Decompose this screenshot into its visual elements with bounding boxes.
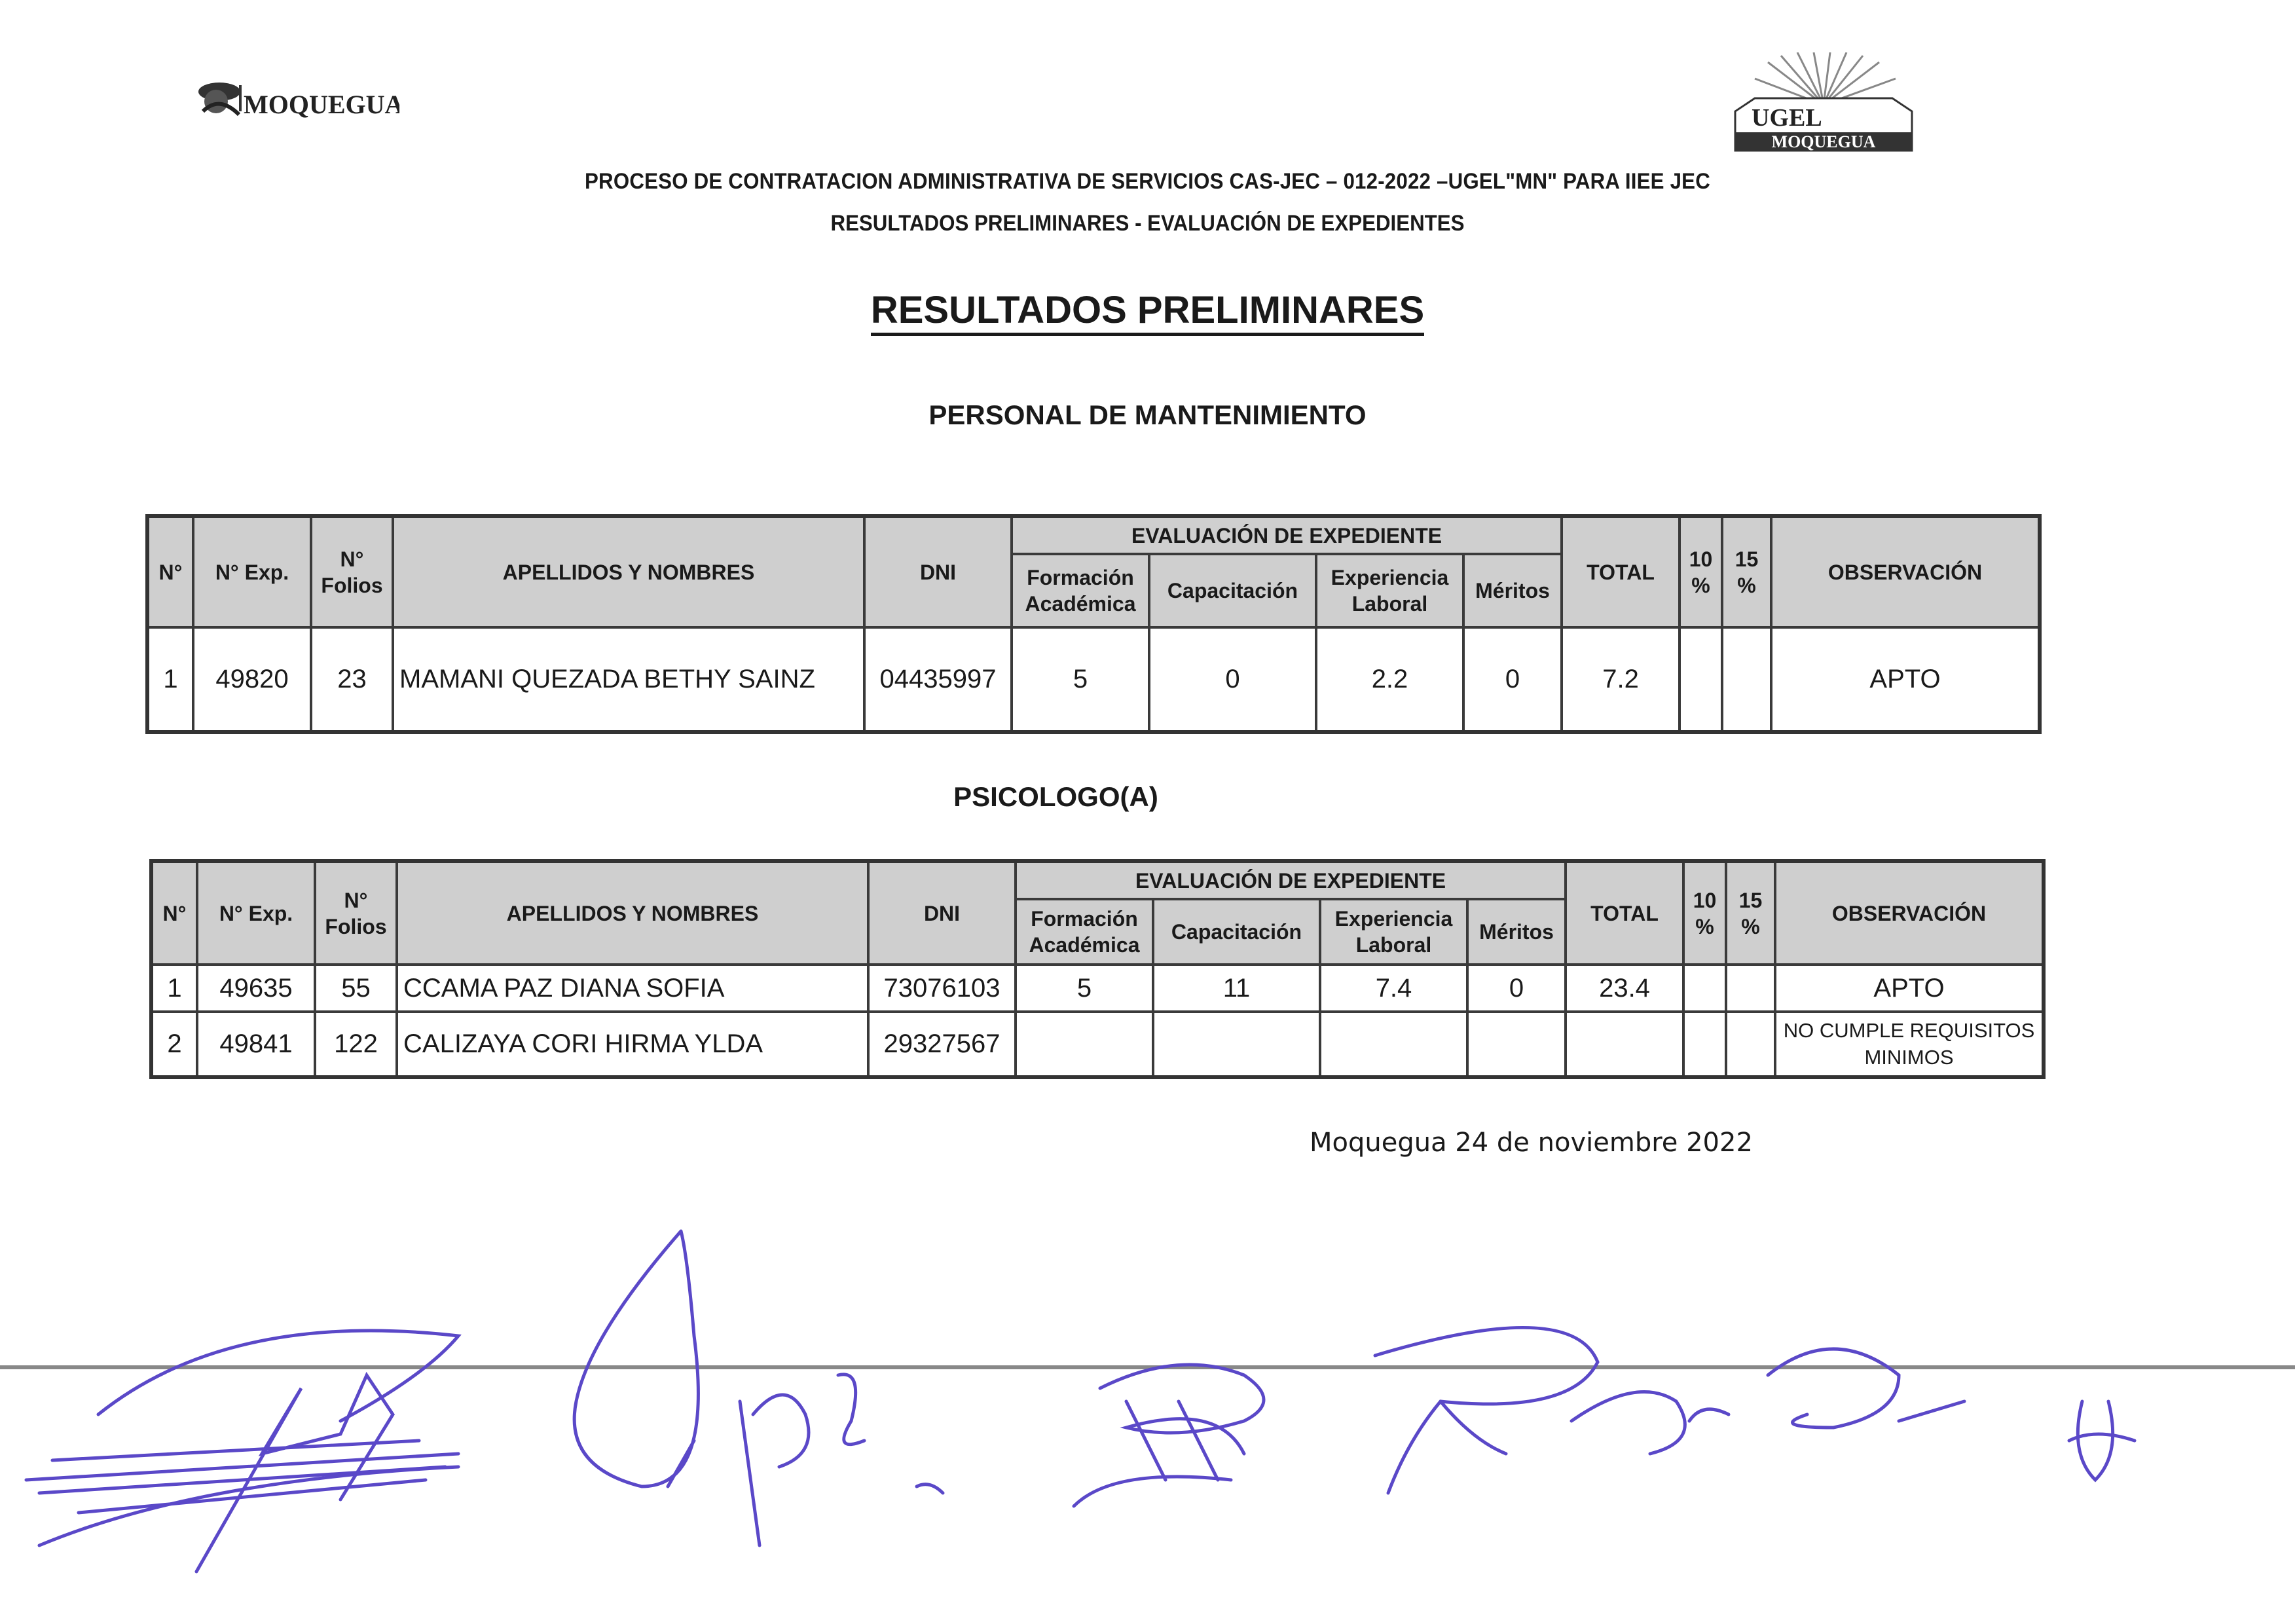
cell-observacion: APTO	[1771, 627, 2040, 732]
cell-num: 2	[151, 1012, 197, 1077]
col-experiencia: Experiencia Laboral	[1316, 554, 1463, 627]
signature-6	[1375, 1327, 1964, 1493]
cell-10	[1680, 627, 1722, 732]
cell-experiencia: 2.2	[1316, 627, 1463, 732]
col-total: TOTAL	[1566, 861, 1683, 965]
moquegua-logo	[190, 56, 399, 131]
cell-folios: 55	[315, 965, 397, 1012]
col-dni: DNI	[864, 516, 1012, 627]
cell-formacion: 5	[1012, 627, 1149, 732]
cell-formacion	[1016, 1012, 1153, 1077]
cell-formacion: 5	[1016, 965, 1153, 1012]
section-title-psicologo: PSICOLOGO(A)	[953, 781, 1158, 812]
section-title-mantenimiento: PERSONAL DE MANTENIMIENTO	[928, 399, 1367, 430]
cell-capacitacion: 11	[1153, 965, 1320, 1012]
col-name: APELLIDOS Y NOMBRES	[397, 861, 868, 965]
cell-dni: 29327567	[868, 1012, 1016, 1077]
cell-num: 1	[151, 965, 197, 1012]
cell-name: CALIZAYA CORI HIRMA YLDA	[397, 1012, 868, 1077]
cell-capacitacion: 0	[1149, 627, 1316, 732]
cell-dni: 73076103	[868, 965, 1016, 1012]
cell-observacion: APTO	[1775, 965, 2044, 1012]
col-num: N°	[147, 516, 193, 627]
signatures	[0, 1205, 2295, 1624]
cell-exp: 49820	[193, 627, 311, 732]
cell-15	[1726, 965, 1775, 1012]
cell-dni: 04435997	[864, 627, 1012, 732]
document-date: Moquegua 24 de noviembre 2022	[1310, 1128, 1753, 1158]
cell-15	[1726, 1012, 1775, 1077]
col-exp: N° Exp.	[197, 861, 315, 965]
cell-10	[1683, 1012, 1726, 1077]
cell-exp: 49635	[197, 965, 315, 1012]
col-dni: DNI	[868, 861, 1016, 965]
cell-total	[1566, 1012, 1683, 1077]
signature-2	[39, 1331, 458, 1545]
col-10: 10 %	[1683, 861, 1726, 965]
cell-15	[1722, 627, 1771, 732]
col-meritos: Méritos	[1463, 554, 1562, 627]
signature-4	[740, 1375, 943, 1545]
col-capacitacion: Capacitación	[1153, 899, 1320, 965]
cell-total: 7.2	[1562, 627, 1680, 732]
table-row	[147, 627, 2040, 732]
logo-right-top: UGEL	[1752, 104, 1822, 132]
cell-name: CCAMA PAZ DIANA SOFIA	[397, 965, 868, 1012]
cell-exp: 49841	[197, 1012, 315, 1077]
cell-meritos: 0	[1467, 965, 1566, 1012]
table-row	[151, 965, 2044, 1012]
col-capacitacion: Capacitación	[1149, 554, 1316, 627]
results-table-mantenimiento	[145, 514, 2042, 734]
main-title	[0, 288, 2295, 332]
signature-7	[2069, 1401, 2135, 1480]
cell-total: 23.4	[1566, 965, 1683, 1012]
col-15: 15 %	[1722, 516, 1771, 627]
col-formacion: Formación Académica	[1016, 899, 1153, 965]
cell-folios: 23	[311, 627, 393, 732]
col-observacion: OBSERVACIÓN	[1771, 516, 2040, 627]
cell-experiencia	[1320, 1012, 1467, 1077]
ugel-logo	[1716, 52, 1932, 157]
logo-right-bottom: MOQUEGUA	[1771, 132, 1876, 151]
signature-1	[26, 1375, 458, 1572]
col-experiencia: Experiencia Laboral	[1320, 899, 1467, 965]
logo-left-text: MOQUEGUA	[244, 90, 399, 119]
cell-meritos: 0	[1463, 627, 1562, 732]
col-observacion: OBSERVACIÓN	[1775, 861, 2044, 965]
col-meritos: Méritos	[1467, 899, 1566, 965]
cell-capacitacion	[1153, 1012, 1320, 1077]
col-folios: N° Folios	[315, 861, 397, 965]
main-title-text: RESULTADOS PRELIMINARES	[871, 289, 1424, 336]
col-formacion: Formación Académica	[1012, 554, 1149, 627]
table-row	[151, 1012, 2044, 1077]
results-table-psicologo	[149, 859, 2046, 1079]
col-num: N°	[151, 861, 197, 965]
cell-experiencia: 7.4	[1320, 965, 1467, 1012]
process-title: PROCESO DE CONTRATACION ADMINISTRATIVA DE SERVICIOS CAS-JEC – 012-2022 –UGEL"MN" PARA IIEE JEC	[585, 169, 1710, 194]
signature-5	[1074, 1365, 1264, 1506]
signature-3	[574, 1231, 698, 1486]
col-total: TOTAL	[1562, 516, 1680, 627]
col-15: 15 %	[1726, 861, 1775, 965]
col-folios: N° Folios	[311, 516, 393, 627]
col-eval-group: EVALUACIÓN DE EXPEDIENTE	[1016, 861, 1566, 899]
col-10: 10 %	[1680, 516, 1722, 627]
col-eval-group: EVALUACIÓN DE EXPEDIENTE	[1012, 516, 1562, 554]
cell-observacion: NO CUMPLE REQUISITOS MINIMOS	[1775, 1012, 2044, 1077]
cell-name: MAMANI QUEZADA BETHY SAINZ	[393, 627, 864, 732]
cell-num: 1	[147, 627, 193, 732]
cell-folios: 122	[315, 1012, 397, 1077]
col-name: APELLIDOS Y NOMBRES	[393, 516, 864, 627]
col-exp: N° Exp.	[193, 516, 311, 627]
cell-meritos	[1467, 1012, 1566, 1077]
subtitle: RESULTADOS PRELIMINARES - EVALUACIÓN DE EXPEDIENTES	[830, 211, 1465, 236]
cell-10	[1683, 965, 1726, 1012]
